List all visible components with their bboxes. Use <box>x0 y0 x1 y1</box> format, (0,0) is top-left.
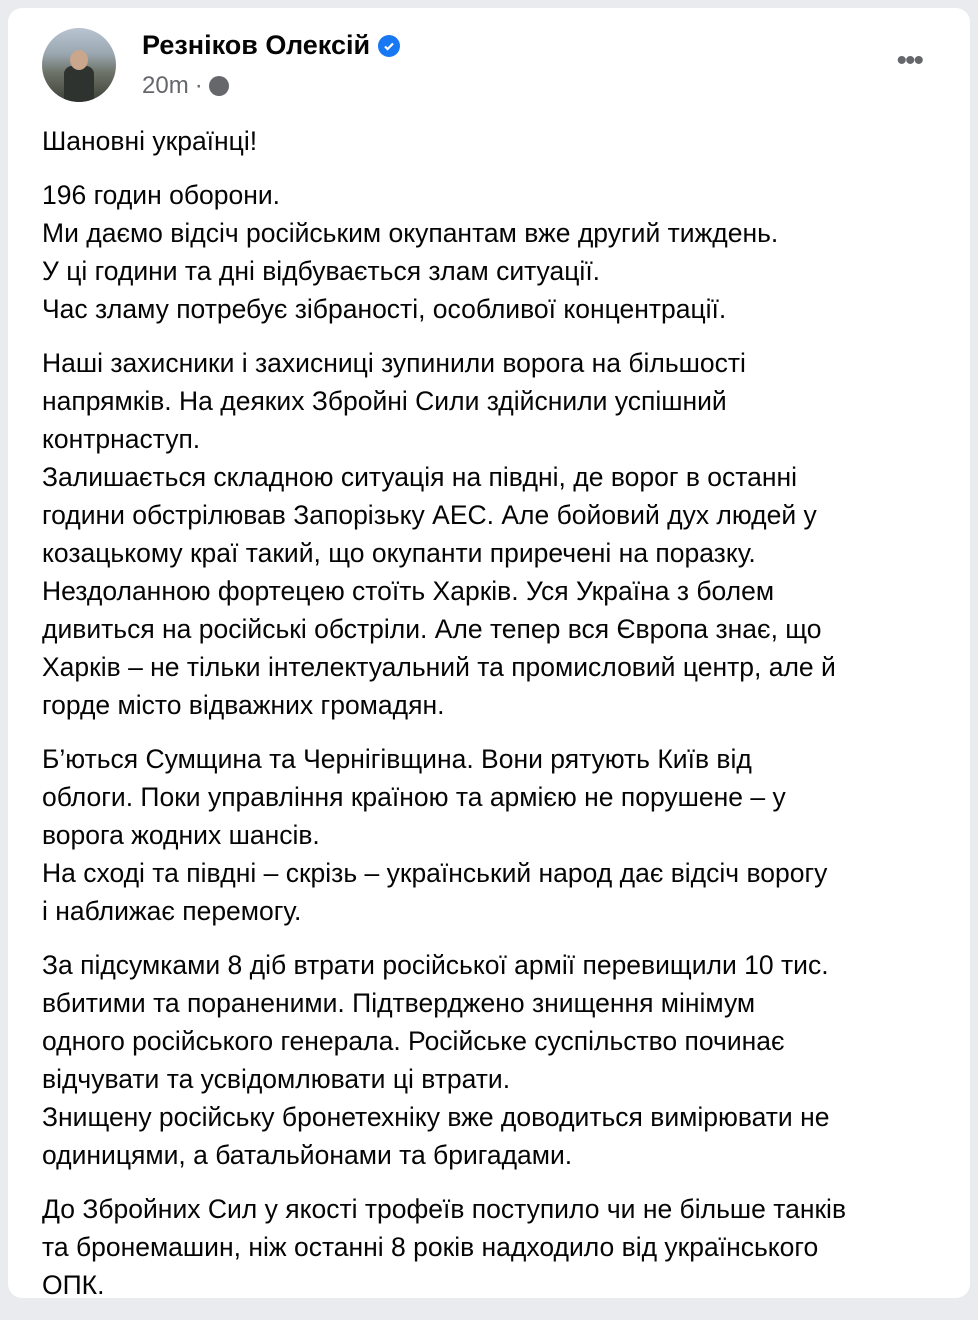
post-line: ворога жодних шансів. <box>42 820 320 850</box>
author-name-row <box>142 30 400 61</box>
post-paragraph <box>42 946 846 1174</box>
post-line: Час зламу потребує зібраності, особливої концентрації. <box>42 294 727 324</box>
post-line: одного російського генерала. Російське суспільство починає <box>42 1026 785 1056</box>
post-line: Залишається складною ситуація на півдні, де ворог в останні <box>42 462 798 492</box>
meta-separator: · <box>194 72 203 99</box>
post-line: Знищену російську бронетехніку вже доводиться вимірювати не <box>42 1102 830 1132</box>
post-line: 196 годин оборони. <box>42 180 281 210</box>
post-line: Харків – не тільки інтелектуальний та промисловий центр, але й <box>42 652 836 682</box>
post-line: Нездоланною фортецею стоїть Харків. Уся Україна з болем <box>42 576 775 606</box>
post-paragraph <box>42 122 846 160</box>
post-text <box>42 122 846 1320</box>
author-avatar[interactable] <box>42 28 116 102</box>
verified-badge-icon <box>378 35 400 57</box>
post-line: відчувати та усвідомлювати ці втрати. <box>42 1064 511 1094</box>
post-line: Б’ються Сумщина та Чернігівщина. Вони рятують Київ від <box>42 744 752 774</box>
post-line: До Збройних Сил у якості трофеїв поступило чи не більше танків <box>42 1194 847 1224</box>
post-line: і наближає перемогу. <box>42 896 302 926</box>
post-paragraph <box>42 740 846 930</box>
post-line: Ми даємо відсіч російським окупантам вже другий тиждень. <box>42 218 779 248</box>
post-line: козацькому краї такий, що окупанти приречені на поразку. <box>42 538 756 568</box>
post-line: контрнаступ. <box>42 424 201 454</box>
post-line: У ці години та дні відбувається злам ситуації. <box>42 256 601 286</box>
post-line: години обстрілював Запорізьку АЕС. Але бойовий дух людей у <box>42 500 817 530</box>
post-line: вбитими та пораненими. Підтверджено знищення мінімум <box>42 988 756 1018</box>
post-line: Наші захисники і захисниці зупинили ворога на більшості <box>42 348 746 378</box>
post-line: дивиться на російські обстріли. Але тепер вся Європа знає, що <box>42 614 822 644</box>
post-line: На сході та півдні – скрізь – український народ дає відсіч ворогу <box>42 858 828 888</box>
post-line: горде місто відважних громадян. <box>42 690 445 720</box>
post-line: одиницями, а батальйонами та бригадами. <box>42 1140 573 1170</box>
post-paragraph <box>42 1190 846 1304</box>
post-paragraph <box>42 176 846 328</box>
post-line: За підсумками 8 діб втрати російської армії перевищили 10 тис. <box>42 950 829 980</box>
author-name[interactable]: Резніков Олексій <box>142 30 371 60</box>
post-line: ОПК. <box>42 1270 105 1300</box>
post-line: напрямків. На деяких Збройні Сили здійснили успішний <box>42 386 727 416</box>
post-paragraph <box>42 344 846 724</box>
post-card <box>8 8 970 1298</box>
more-options-icon[interactable]: ••• <box>896 44 922 77</box>
post-line: Шановні українці! <box>42 126 258 156</box>
post-time[interactable]: 20m <box>142 72 189 99</box>
post-line: облоги. Поки управління країною та армією не порушене – у <box>42 782 786 812</box>
post-line: та бронемашин, ніж останні 8 років надходило від українського <box>42 1232 819 1262</box>
globe-icon <box>209 76 229 96</box>
post-meta <box>142 72 229 100</box>
